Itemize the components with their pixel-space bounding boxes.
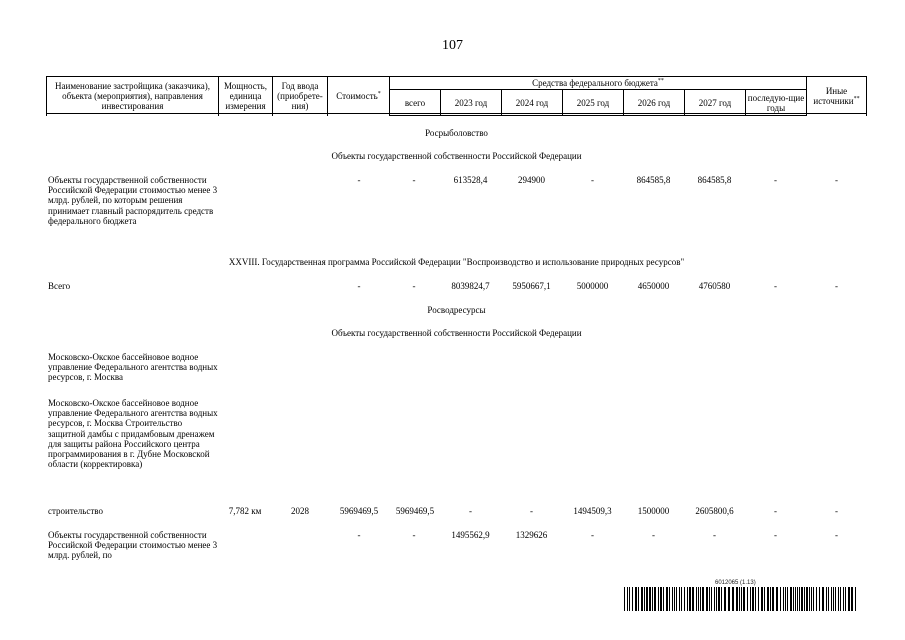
cell-total: -: [412, 281, 416, 291]
header-2026: 2026 год: [624, 90, 685, 116]
cell-2025: 1494509,3: [573, 506, 612, 516]
cell-2024: -: [530, 506, 533, 516]
row-label-total: Всего: [48, 281, 71, 291]
cell-2023: 1495562,9: [451, 530, 490, 540]
cell-2025: -: [591, 175, 594, 185]
cell-total: 5969469,5: [395, 506, 435, 516]
cell-year: 2028: [291, 506, 309, 516]
cell-later: -: [774, 175, 777, 185]
section-federal-property: Объекты государственной собственности Российской Федерации: [331, 328, 582, 338]
cell-total: -: [412, 175, 416, 185]
cell-2027: 2605800,6: [695, 506, 734, 516]
row-label: Московско-Окское бассейновое водное управление Федерального агентства водных ресурсов, г. Москва: [48, 352, 218, 383]
cell-cost: -: [357, 530, 361, 540]
row-label: строительство: [48, 506, 103, 516]
cell-2027: -: [713, 530, 716, 540]
barcode: [624, 587, 858, 611]
barcode-label: 6012065 (1.13): [715, 580, 756, 586]
cell-2026: 4650000: [637, 281, 670, 291]
section-agency: Росрыболовство: [425, 128, 488, 138]
cell-2027: 864585,8: [697, 175, 732, 185]
cell-2024: 294900: [518, 175, 545, 185]
cell-other: -: [835, 530, 838, 540]
cell-2026: 864585,8: [636, 175, 671, 185]
header-total: всего: [390, 90, 441, 116]
cell-2027: 4760580: [698, 281, 731, 291]
cell-cost: -: [357, 281, 361, 291]
cell-later: -: [774, 506, 777, 516]
header-other: Иные источники**: [807, 77, 867, 116]
cell-other: -: [835, 281, 838, 291]
page-number: 107: [442, 38, 463, 53]
header-cost: Стоимость*: [328, 77, 390, 116]
section-federal-property: Объекты государственной собственности Российской Федерации: [331, 151, 582, 161]
cell-cost: 5969469,5: [339, 506, 379, 516]
section-program: XXVIII. Государственная программа Российской Федерации "Воспроизводство и использование природных ресурсов": [228, 257, 685, 267]
cell-later: -: [774, 530, 777, 540]
cell-2024: 5950667,1: [512, 281, 551, 291]
header-2024: 2024 год: [502, 90, 563, 116]
section-agency: Росводресурсы: [427, 305, 486, 315]
row-label: Объекты государственной собственности Российской Федерации стоимостью менее 3 млрд. рублей, по: [48, 530, 218, 561]
cell-2026: 1500000: [637, 506, 670, 516]
cell-later: -: [774, 281, 777, 291]
cell-other: -: [835, 175, 838, 185]
cell-2023: 8039824,7: [451, 281, 490, 291]
header-federal-budget: Средства федерального бюджета**: [390, 77, 807, 90]
cell-cost: -: [357, 175, 361, 185]
cell-total: -: [412, 530, 416, 540]
cell-2025: -: [591, 530, 594, 540]
table-header: [46, 76, 867, 116]
header-2023: 2023 год: [441, 90, 502, 116]
header-year: Год ввода (приобрете-ния): [273, 77, 328, 116]
cell-2024: 1329626: [515, 530, 548, 540]
header-bottom-rule: [46, 113, 867, 114]
cell-capacity: 7,782 км: [228, 506, 262, 516]
header-later-years: последую-щие годы: [746, 90, 807, 116]
cell-2023: -: [469, 506, 472, 516]
header-capacity: Мощность, единица измерения: [219, 77, 273, 116]
cell-other: -: [835, 506, 838, 516]
row-label: Объекты государственной собственности Российской Федерации стоимостью менее 3 млрд. рублей, по которым решения принимает главный распорядитель средств федерального бюджета: [48, 175, 218, 226]
row-label: Московско-Окское бассейновое водное управление Федерального агентства водных ресурсов, г. Москва Строительство защитной дамбы с придамбовым дренажем для защиты района Российского центра программирования в г. Дубне Московской области (корректировка): [48, 398, 218, 470]
cell-2025: 5000000: [576, 281, 609, 291]
header-name: Наименование застройщика (заказчика), объекта (мероприятия), направления инвестирования: [47, 77, 219, 116]
header-2025: 2025 год: [563, 90, 624, 116]
cell-2023: 613528,4: [453, 175, 488, 185]
cell-2026: -: [652, 530, 655, 540]
header-2027: 2027 год: [685, 90, 746, 116]
